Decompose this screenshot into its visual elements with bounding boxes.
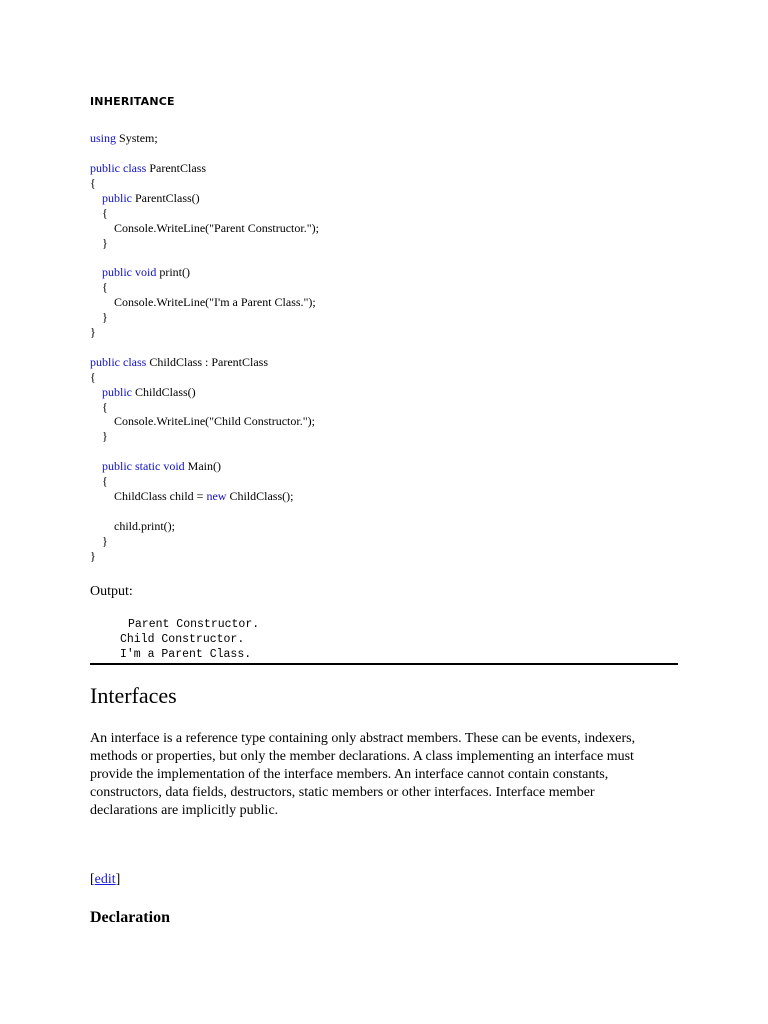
bracket-open: [ [90, 872, 95, 887]
code-line: using System; [90, 131, 158, 145]
code-line: { [90, 176, 96, 190]
code-line: public static void Main() [102, 459, 221, 473]
code-line: Console.WriteLine("Child Constructor."); [114, 414, 315, 428]
code-line: } [102, 429, 108, 443]
bracket-close: ] [115, 872, 121, 887]
output-line: I'm a Parent Class. [120, 648, 252, 661]
paragraph-line: declarations are implicitly public. [90, 803, 279, 818]
code-line: Console.WriteLine("I'm a Parent Class."); [114, 295, 316, 309]
code-line: Console.WriteLine("Parent Constructor."); [114, 221, 319, 235]
code-line: public void print() [102, 265, 190, 279]
edit-link[interactable]: edit [94, 872, 116, 887]
code-line: ChildClass child = new ChildClass(); [114, 489, 294, 503]
code-line: } [102, 236, 108, 250]
code-line: public ParentClass() [102, 191, 200, 205]
code-line: { [90, 370, 96, 384]
paragraph-line: methods or properties, but only the member declarations. A class implementing an interface must [90, 749, 634, 764]
section-heading-interfaces: Interfaces [90, 683, 177, 708]
subheading-declaration: Declaration [90, 909, 170, 926]
code-line: { [102, 474, 108, 488]
edit-section-link-wrapper [90, 872, 120, 888]
paragraph-line: An interface is a reference type containing only abstract members. These can be events, indexers, [90, 731, 636, 746]
code-line: { [102, 206, 108, 220]
code-line: { [102, 400, 108, 414]
paragraph-line: provide the implementation of the interface members. An interface cannot contain constants, [90, 767, 609, 782]
code-line: public ChildClass() [102, 385, 196, 399]
output-line: Child Constructor. [120, 633, 245, 646]
code-line: public class ChildClass : ParentClass [90, 355, 268, 369]
code-line: } [90, 549, 96, 563]
paragraph-line: constructors, data fields, destructors, static members or other interfaces. Interface member [90, 785, 595, 800]
code-line: } [90, 325, 96, 339]
code-line: { [102, 280, 108, 294]
output-label: Output: [90, 584, 133, 599]
section-heading-inheritance: INHERITANCE [90, 95, 175, 108]
code-line: child.print(); [114, 519, 175, 533]
code-line: } [102, 534, 108, 548]
code-line: } [102, 310, 108, 324]
output-line: Parent Constructor. [128, 618, 260, 631]
horizontal-rule [90, 663, 678, 665]
code-line: public class ParentClass [90, 161, 206, 175]
